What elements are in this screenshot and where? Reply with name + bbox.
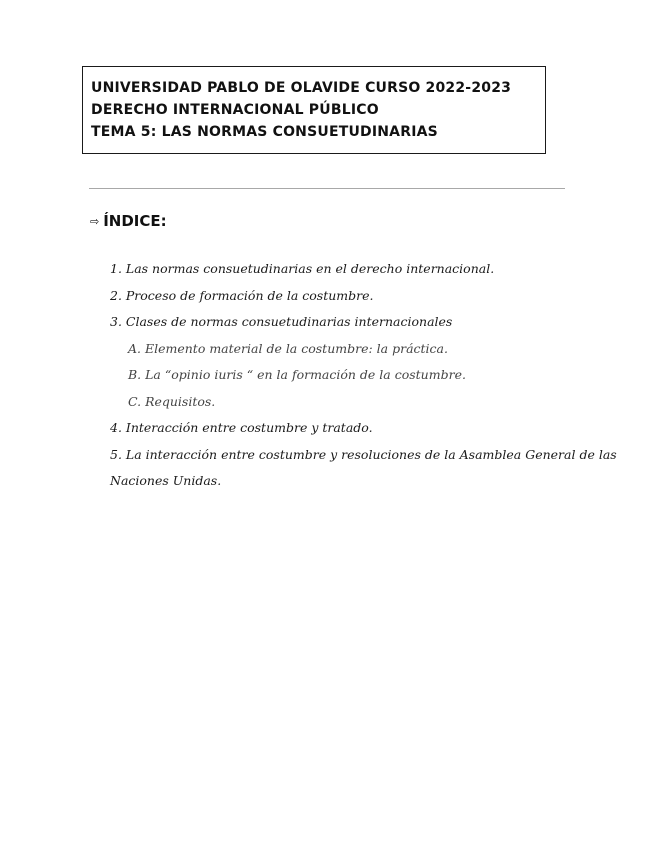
toc-item-3: 3. Clases de normas consuetudinarias internacionales: [110, 314, 453, 329]
topic-line: TEMA 5: LAS NORMAS CONSUETUDINARIAS: [91, 124, 438, 140]
arrow-right-icon: ⇨: [90, 214, 100, 228]
toc-subitem-c: C. Requisitos.: [128, 393, 216, 409]
header-box: [82, 66, 546, 154]
horizontal-divider: [89, 188, 565, 189]
toc-item-4: 4. Interacción entre costumbre y tratado.: [110, 420, 373, 435]
toc-item-2: 2. Proceso de formación de la costumbre.: [110, 287, 374, 303]
toc-subitem-a: A. Elemento material de la costumbre: la práctica.: [128, 340, 448, 356]
subject-line: DERECHO INTERNACIONAL PÚBLICO: [91, 102, 379, 118]
toc-item-5-continuation: Naciones Unidas.: [110, 473, 222, 488]
toc-subitem-b: B. La “opinio iuris “ en la formación de la costumbre.: [128, 367, 466, 382]
toc-item-5: 5. La interacción entre costumbre y resoluciones de la Asamblea General de las: [110, 446, 617, 462]
toc-item-1: 1. Las normas consuetudinarias en el derecho internacional.: [110, 261, 495, 276]
index-heading: [90, 212, 167, 230]
table-of-contents: [110, 256, 617, 495]
index-heading-label: ÍNDICE:: [103, 212, 167, 230]
university-course-line: UNIVERSIDAD PABLO DE OLAVIDE CURSO 2022-2023: [91, 80, 512, 96]
